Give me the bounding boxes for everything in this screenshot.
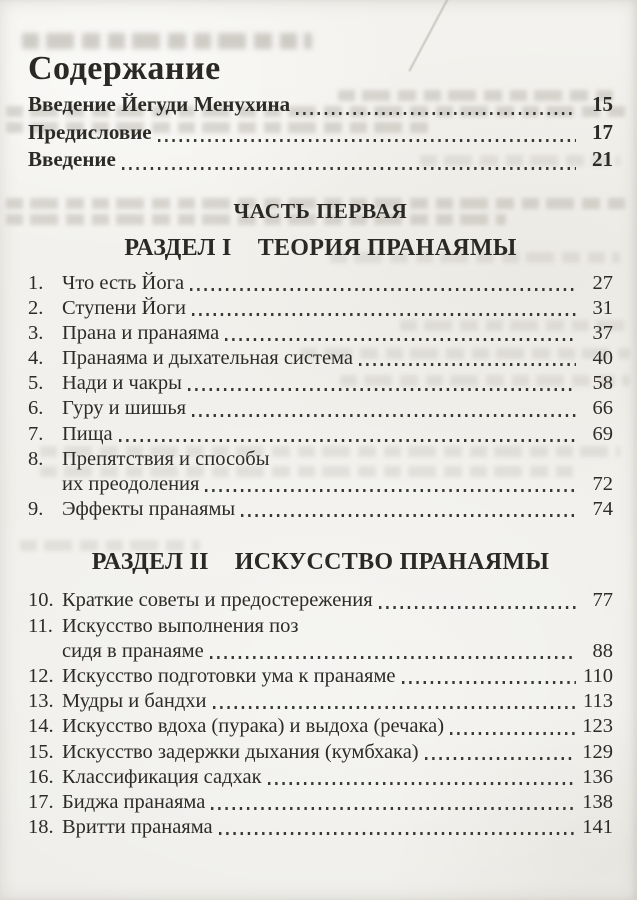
dot-leader — [192, 313, 576, 316]
toc-entry-number: 11. — [28, 614, 53, 637]
toc-entry-page: 40 — [592, 347, 613, 370]
toc-entry-line — [28, 271, 613, 296]
toc-entry-number: 7. — [28, 422, 44, 445]
toc-entry-line — [28, 714, 613, 739]
part-heading: ЧАСТЬ ПЕРВАЯ — [233, 198, 408, 223]
toc-entry-number: 2. — [28, 296, 44, 319]
toc-entry-title: Искусство выполнения поз — [62, 614, 299, 637]
toc-entry-line — [28, 92, 613, 120]
toc-entry-page: 21 — [592, 147, 613, 171]
toc-entry-page: 88 — [592, 639, 613, 662]
toc-entry-title: Мудры и бандхи — [62, 690, 207, 713]
toc-entry-title: Искусство вдоха (пурака) и выдоха (речака) — [62, 715, 445, 738]
section-1-heading — [28, 235, 613, 262]
toc-entry-title: Гуру и шишья — [62, 397, 187, 420]
toc-entry-title: Эффекты пранаямы — [62, 498, 236, 521]
toc-entry-page: 141 — [582, 816, 613, 839]
toc-entry-number: 1. — [28, 271, 44, 294]
toc-entry-page: 113 — [583, 690, 613, 713]
toc-entry-page: 15 — [592, 92, 613, 116]
toc-entry-number: 16. — [28, 765, 54, 788]
toc-entry-title: сидя в пранаяме — [62, 639, 204, 662]
toc-entry-number: 15. — [28, 740, 54, 763]
section-1-entries — [28, 271, 613, 523]
toc-entry-number: 18. — [28, 816, 54, 839]
toc-entry-line — [28, 371, 613, 396]
toc-entry-title: Что есть Йога — [62, 271, 185, 294]
toc-entry-title: Вритти пранаяма — [62, 816, 213, 839]
toc-entry-title: Предисловие — [28, 119, 152, 144]
dot-leader — [158, 139, 576, 142]
dot-leader — [192, 414, 576, 417]
toc-entry-line — [28, 689, 613, 714]
toc-entry-line — [28, 639, 613, 664]
dot-leader — [296, 112, 576, 115]
dot-leader — [268, 782, 576, 785]
toc-entry-page: 69 — [592, 422, 613, 445]
toc-entry-line — [28, 497, 613, 522]
toc-entry-title: Введение Йегуди Менухина — [28, 92, 291, 116]
toc-entry-line — [28, 790, 613, 815]
front-matter-list — [28, 92, 613, 175]
toc-entry-line — [28, 614, 613, 639]
toc-entry-page: 74 — [592, 498, 613, 521]
toc-entry-page: 136 — [582, 765, 613, 788]
toc-entry-page: 123 — [582, 715, 613, 738]
dot-leader — [205, 489, 576, 492]
toc-entry-line — [28, 765, 613, 790]
dot-leader — [241, 514, 576, 517]
toc-entry-title: Введение — [28, 147, 116, 171]
section-2-label: РАЗДЕЛ II — [91, 549, 209, 576]
toc-entry-title: Прана и пранаяма — [62, 321, 220, 344]
toc-entry-number: 9. — [28, 498, 44, 521]
toc-entry-title: Краткие советы и предостережения — [62, 589, 373, 612]
toc-entry-title: Нади и чакры — [62, 372, 182, 395]
toc-entry-number: 12. — [28, 664, 54, 687]
toc-entry-line — [28, 422, 613, 447]
toc-entry-number: 10. — [28, 589, 54, 612]
toc-entry-line — [28, 664, 613, 689]
dot-leader — [211, 807, 575, 810]
toc-entry-title: Классификация садхак — [62, 765, 262, 788]
toc-entry-line — [28, 120, 613, 148]
toc-entry-page: 66 — [592, 397, 613, 420]
toc-entry-title: Биджа пранаяма — [62, 790, 206, 813]
toc-entry-title: Пранаяма и дыхательная система — [62, 347, 353, 370]
toc-entry-line — [28, 472, 613, 497]
toc-entry-number: 6. — [28, 397, 44, 420]
toc-entry-page: 72 — [592, 473, 613, 495]
toc-entry-number: 3. — [28, 321, 44, 344]
toc-entry-line — [28, 396, 613, 421]
toc-entry-page: 58 — [592, 372, 613, 395]
dot-leader — [425, 757, 576, 760]
toc-entry-number: 17. — [28, 790, 54, 813]
toc-entry-title: Ступени Йоги — [62, 296, 186, 319]
section-2-title: ИСКУССТВО ПРАНАЯМЫ — [234, 549, 550, 576]
toc-entry-page: 37 — [592, 321, 613, 344]
dot-leader — [190, 288, 576, 291]
toc-entry-title: Искусство задержки дыхания (кумбхака) — [62, 740, 419, 763]
toc-entry-page: 129 — [582, 740, 613, 763]
dot-leader — [188, 388, 576, 391]
toc-entry-title: их преодоления — [62, 473, 200, 495]
page-title: Содержание — [28, 50, 221, 87]
toc-entry-line — [28, 740, 613, 765]
section-2-heading — [28, 549, 613, 576]
dot-leader — [359, 363, 576, 366]
toc-entry-line — [28, 321, 613, 346]
toc-entry-title: Препятствия и способы — [62, 447, 270, 470]
dot-leader — [225, 338, 576, 341]
dot-leader — [210, 656, 576, 659]
toc-entry-page: 138 — [582, 790, 613, 813]
dot-leader — [450, 732, 575, 735]
toc-entry-line — [28, 296, 613, 321]
dot-leader — [379, 606, 576, 609]
toc-entry-line — [28, 346, 613, 371]
toc-entry-line — [28, 815, 613, 840]
dot-leader — [213, 706, 576, 709]
dot-leader — [402, 681, 576, 684]
toc-entry-page: 110 — [583, 664, 613, 687]
toc-entry-title: Искусство подготовки ума к пранаяме — [62, 664, 396, 687]
toc-entry-page: 27 — [592, 271, 613, 294]
section-1-label: РАЗДЕЛ I — [124, 234, 232, 261]
toc-entry-page: 31 — [592, 296, 613, 319]
toc-entry-number: 14. — [28, 715, 54, 738]
toc-entry-number: 4. — [28, 347, 44, 370]
toc-entry-number: 5. — [28, 372, 44, 395]
toc-entry-line — [28, 588, 613, 613]
toc-entry-number: 13. — [28, 690, 54, 713]
toc-entry-line — [28, 447, 613, 472]
dot-leader — [219, 832, 576, 835]
toc-entry-number: 8. — [28, 447, 44, 470]
dot-leader — [122, 167, 576, 170]
toc-entry-page: 17 — [592, 119, 613, 144]
section-1-title: ТЕОРИЯ ПРАНАЯМЫ — [257, 234, 517, 261]
dot-leader — [119, 439, 576, 442]
toc-entry-title: Пища — [62, 422, 113, 445]
toc-entry-line — [28, 147, 613, 175]
toc-entry-page: 77 — [592, 589, 613, 612]
section-2-entries — [28, 588, 613, 840]
